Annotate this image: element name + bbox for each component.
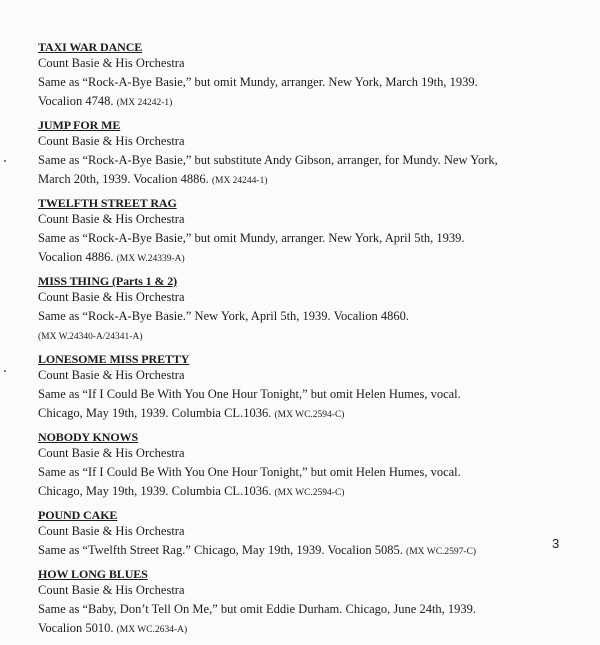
discography-entry bbox=[38, 118, 568, 190]
discography-entry bbox=[38, 567, 568, 639]
entry-line: Count Basie & His Orchestra bbox=[38, 56, 185, 70]
entry-line: Count Basie & His Orchestra bbox=[38, 446, 185, 460]
entry-line: Count Basie & His Orchestra bbox=[38, 134, 185, 148]
entry-line: Same as “Twelfth Street Rag.” Chicago, May 19th, 1939. Vocalion 5085. (MX WC.2597-C) bbox=[38, 543, 477, 557]
scan-speck bbox=[4, 160, 6, 162]
entry-line: Vocalion 4886. (MX W.24339-A) bbox=[38, 250, 185, 264]
song-title: JUMP FOR ME bbox=[38, 118, 121, 132]
entry-line: Vocalion 5010. (MX WC.2634-A) bbox=[38, 621, 188, 635]
entry-line: Count Basie & His Orchestra bbox=[38, 583, 185, 597]
matrix-number: (MX 24242-1) bbox=[116, 98, 173, 108]
discography-entry bbox=[38, 274, 568, 346]
matrix-number: (MX WC.2594-C) bbox=[274, 488, 345, 498]
song-title: NOBODY KNOWS bbox=[38, 430, 139, 444]
matrix-number: (MX WC.2594-C) bbox=[274, 410, 345, 420]
entry-line: Count Basie & His Orchestra bbox=[38, 368, 185, 382]
entry-line: Chicago, May 19th, 1939. Columbia CL.1036. (MX WC.2594-C) bbox=[38, 484, 345, 498]
discography-entry bbox=[38, 40, 568, 112]
entry-line: Same as “If I Could Be With You One Hour Tonight,” but omit Helen Humes, vocal. bbox=[38, 465, 461, 479]
entry-line: Vocalion 4748. (MX 24242-1) bbox=[38, 94, 173, 108]
entry-line bbox=[38, 327, 568, 346]
matrix-number: (MX W.24340-A/24341-A) bbox=[38, 332, 143, 342]
entry-line: Same as “Rock-A-Bye Basie,” but omit Mundy, arranger. New York, March 19th, 1939. bbox=[38, 75, 478, 89]
song-title: HOW LONG BLUES bbox=[38, 567, 148, 581]
song-title: MISS THING (Parts 1 & 2) bbox=[38, 274, 178, 288]
song-title: TWELFTH STREET RAG bbox=[38, 196, 177, 210]
entry-line: Count Basie & His Orchestra bbox=[38, 524, 185, 538]
discography-entry bbox=[38, 430, 568, 502]
entry-line: Same as “If I Could Be With You One Hour Tonight,” but omit Helen Humes, vocal. bbox=[38, 387, 461, 401]
matrix-number: (MX 24244-1) bbox=[211, 176, 268, 186]
entry-line: Same as “Rock-A-Bye Basie.” New York, April 5th, 1939. Vocalion 4860. bbox=[38, 309, 410, 323]
matrix-number: (MX W.24339-A) bbox=[116, 254, 185, 264]
discography-entry bbox=[38, 352, 568, 424]
entry-line: Same as “Baby, Don’t Tell On Me,” but omit Eddie Durham. Chicago, June 24th, 1939. bbox=[38, 602, 477, 616]
entry-line: March 20th, 1939. Vocalion 4886. (MX 24244-1) bbox=[38, 172, 268, 186]
matrix-number: (MX WC.2597-C) bbox=[406, 547, 477, 557]
matrix-number: (MX WC.2634-A) bbox=[116, 625, 188, 635]
page-number: 3 bbox=[552, 536, 560, 551]
entry-line: Same as “Rock-A-Bye Basie,” but substitute Andy Gibson, arranger, for Mundy. New York, bbox=[38, 153, 498, 167]
entry-line: Count Basie & His Orchestra bbox=[38, 212, 185, 226]
discography-entry bbox=[38, 508, 568, 561]
song-title: LONESOME MISS PRETTY bbox=[38, 352, 190, 366]
discography-list bbox=[38, 40, 568, 645]
song-title: POUND CAKE bbox=[38, 508, 118, 522]
song-title: TAXI WAR DANCE bbox=[38, 40, 143, 54]
entry-line: Chicago, May 19th, 1939. Columbia CL.1036. (MX WC.2594-C) bbox=[38, 406, 345, 420]
entry-line: Count Basie & His Orchestra bbox=[38, 290, 185, 304]
discography-entry bbox=[38, 196, 568, 268]
entry-line: Same as “Rock-A-Bye Basie,” but omit Mundy, arranger. New York, April 5th, 1939. bbox=[38, 231, 465, 245]
scan-speck bbox=[4, 370, 6, 372]
